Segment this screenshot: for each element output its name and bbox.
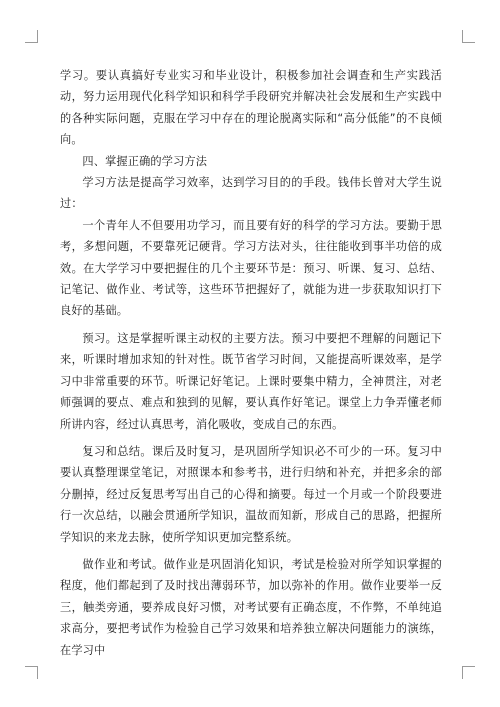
crop-mark-bottom-left: [25, 666, 38, 679]
paragraph-preview: 预习。这是掌握听课主动权的主要方法。预习中要把不理解的问题记下来，听课时增加求知的针对性。既节省学习时间，又能提高听课效率，是学习中非常重要的环节。听课记好笔记。上课时要集中精力，全神贯注，对老师强调的要点、难点和独到的见解，要认真作好笔记。课堂上力争弄懂老师所讲内容，经过认真思考，消化吸收，变成自己的东西。: [60, 331, 442, 431]
paragraph-quote: 一个青年人不但要用功学习，而且要有好的科学的学习方法。要勤于思考，多想问题，不要靠死记硬背。学习方法对头，往往能收到事半功倍的成效。在大学学习中要把握住的几个主要环节是：预习、听课、复习、总结、记笔记、做作业、考试等，这些环节把握好了，就能为进一步获取知识打下良好的基础。: [60, 218, 442, 318]
crop-mark-bottom-right: [462, 666, 475, 679]
paragraph-homework: 做作业和考试。做作业是巩固消化知识，考试是检验对所学知识掌握的程度，他们都起到了及时找出薄弱环节，加以弥补的作用。做作业要举一反三，触类旁通，要养成良好习惯，对考试要有正确态度，不作弊，不单纯追求高分，要把考试作为检验自己学习效果和培养独立解决问题能力的演练，在学习中: [60, 557, 442, 657]
crop-mark-top-left: [25, 30, 38, 43]
crop-mark-top-right: [462, 30, 475, 43]
document-body: [60, 65, 442, 661]
section-heading: 四、掌握正确的学习方法: [82, 154, 208, 168]
paragraph-review: 复习和总结。课后及时复习，是巩固所学知识必不可少的一环。复习中要认真整理课堂笔记，对照课本和参考书，进行归纳和补充，并把多余的部分删掉，经过反复思考写出自己的心得和摘要。每过一个月或一个阶段要进行一次总结，以融会贯通所学知识，温故而知新，形成自己的思路，把握所学知识的来龙去脉，使所学知识更加完整系统。: [60, 444, 442, 544]
paragraph-continuation: 学习。要认真搞好专业实习和毕业设计，积极参加社会调查和生产实践活动，努力运用现代化科学知识和科学手段研究并解决社会发展和生产实践中的各种实际问题，克服在学习中存在的理论脱离实际和“高分低能”的不良倾向。: [60, 69, 442, 147]
paragraph-intro: 学习方法是提高学习效率，达到学习目的的手段。钱伟长曾对大学生说过：: [60, 176, 442, 211]
